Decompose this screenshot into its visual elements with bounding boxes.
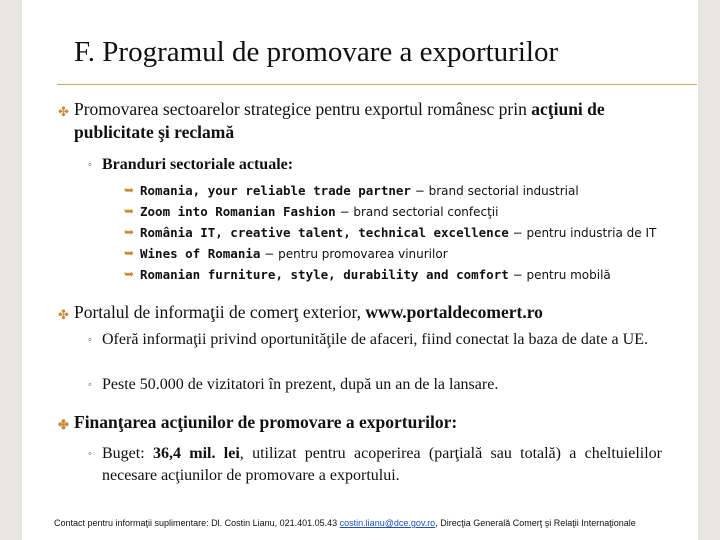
section-portal-text: Portalul de informaţii de comerţ exterior, [74,302,366,322]
brand-desc: − pentru industria de IT [508,226,657,240]
brand-name: Zoom into Romanian Fashion [140,204,336,219]
brand-item [124,201,499,223]
budget-prefix: Buget: [102,445,153,462]
brands-heading-text: Branduri sectoriale actuale: [102,156,294,173]
budget-suffix: , utilizat pentru acoperirea (parţială sau totală) a cheltuielilor necesare acţiunilor de promovare a exportului. [102,445,662,484]
section-finantare-heading: Finanţarea acţiunilor de promovare a exporturilor: [74,412,458,432]
contact-email-link[interactable]: costin.lianu@dce.gov.ro [339,518,436,528]
brand-desc: − brand sectorial confecţii [335,205,499,219]
bullet-icon: ◦ [88,334,92,346]
footer-contact [54,518,636,528]
brand-name: Wines of Romania [140,246,261,261]
portal-item [88,374,499,396]
section-promovare [58,98,684,144]
portal-item-text: Peste 50.000 de vizitatori în prezent, după un an de la lansare. [102,376,499,393]
bullet-icon: ◦ [88,379,92,391]
brands-heading [88,154,294,176]
bullet-icon: ◦ [88,159,92,171]
bullet-icon: ➥ [124,183,135,197]
slide-title: F. Programul de promovare a exporturilor [74,36,559,68]
bullet-icon: ◦ [88,448,92,460]
footer-prefix: Contact pentru informaţii suplimentare: Dl. Costin Lianu, 021.401.05.43 [54,518,340,528]
section-promovare-emphasis: acţiuni de publicitate şi reclamă [74,99,605,142]
slide [22,0,698,540]
brand-item [124,222,657,244]
brand-desc: − pentru mobilă [508,268,611,282]
bullet-icon: ✤ [58,104,69,119]
right-margin-bar [698,0,720,540]
brand-name: Romania, your reliable trade partner [140,183,411,198]
brand-desc: − pentru promovarea vinurilor [260,247,448,261]
brand-name: România IT, creative talent, technical excellence [140,225,509,240]
brand-item [124,264,611,286]
title-divider [57,84,697,85]
portal-item [88,329,662,351]
section-promovare-text: Promovarea sectoarelor strategice pentru exportul românesc prin [74,99,532,119]
portal-item-text: Oferă informaţii privind oportunităţile de afaceri, fiind conectat la baza de date a UE. [102,331,648,348]
brand-item [124,180,579,202]
section-finantare [58,411,458,434]
bullet-icon: ➥ [124,225,135,239]
brand-desc: − brand sectorial industrial [410,184,579,198]
section-portal [58,301,684,324]
brand-name: Romanian furniture, style, durability and comfort [140,267,509,282]
bullet-icon: ➥ [124,267,135,281]
bullet-icon: ➥ [124,204,135,218]
bullet-icon: ➥ [124,246,135,260]
budget-item [88,443,662,487]
left-margin-bar [0,0,22,540]
budget-value: 36,4 mil. lei [152,445,240,462]
bullet-icon: ✤ [58,307,69,322]
bullet-icon: ✤ [58,417,69,432]
brand-item [124,243,448,265]
portal-url-link[interactable]: www.portaldecomert.ro [365,302,543,322]
footer-suffix: , Direcţia Generală Comerţ şi Relaţii Internaţionale [435,518,636,528]
